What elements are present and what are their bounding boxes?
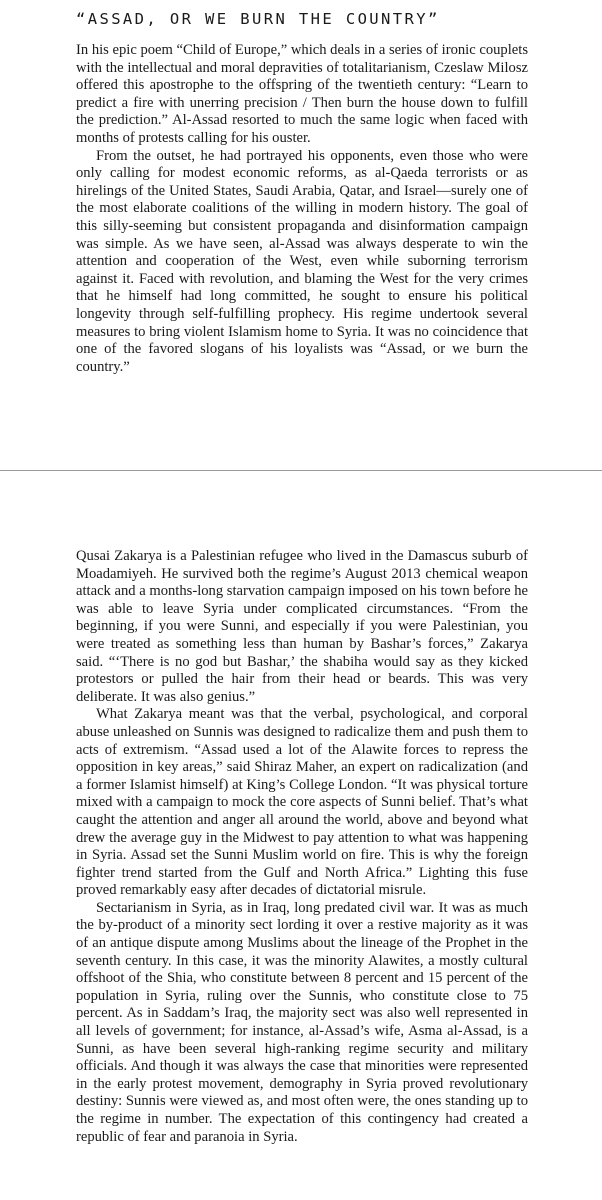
paragraph: In his epic poem “Child of Europe,” which deals in a series of ironic couplets with the intellectual and moral depravities of totalitarianism, Czeslaw Milosz offered this apostrophe to the offspring of the twentieth century: “Learn to predict a fire with unerring precision / Then burn the house down to fulfill the prediction.” Al-Assad resorted to much the same logic when faced with months of protests calling for his ouster.	[76, 42, 528, 146]
top-page	[0, 0, 602, 470]
section-heading: “ASSAD, OR WE BURN THE COUNTRY”	[76, 10, 440, 28]
paragraph: Qusai Zakarya is a Palestinian refugee who lived in the Damascus suburb of Moadamiyeh. He survived both the regime’s August 2013 chemical weapon attack and a months-long starvation campaign imposed on his town before he was able to leave Syria under complicated circumstances. “From the beginning, if you were Sunni, and especially if you were Palestinian, you were treated as something less than human by Bashar’s forces,” Zakarya said. “‘There is no god but Bashar,’ the shabiha would say as they kicked protestors or pulled the hair from their head or beards. This was very deliberate. It was also genius.”	[76, 548, 528, 705]
bottom-text-block	[76, 548, 528, 1146]
top-text-block	[76, 42, 528, 376]
bottom-page	[0, 472, 602, 1200]
paragraph: From the outset, he had portrayed his opponents, even those who were only calling for modest economic reforms, as al-Qaeda terrorists or as hirelings of the United States, Saudi Arabia, Qatar, and Israel—surely one of the most elaborate coalitions of the willing in modern history. The goal of this silly-seeming but consistent propaganda and disinformation campaign was simple. As we have seen, al-Assad was always desperate to win the attention and cooperation of the West, even while suborning terrorism against it. Faced with revolution, and blaming the West for the very crimes that he himself had long committed, he sought to ensure his political longevity through self-fulfilling prophecy. His regime undertook several measures to bring violent Islamism home to Syria. It was no coincidence that one of the favored slogans of his loyalists was “Assad, or we burn the country.”	[76, 147, 528, 375]
page-divider	[0, 470, 602, 471]
paragraph: What Zakarya meant was that the verbal, psychological, and corporal abuse unleashed on Sunnis was designed to radicalize them and push them to acts of extremism. “Assad used a lot of the Alawite forces to repress the opposition in key areas,” said Shiraz Maher, an expert on radicalization (and a former Islamist himself) at King’s College London. “It was physical torture mixed with a campaign to mock the core aspects of Sunni belief. That’s what caught the attention and anger all around the world, above and beyond what drew the average guy in the Midwest to pay attention to what was happening in Syria. Assad set the Sunni Muslim world on fire. This is why the foreign fighter trend started from the Gulf and North Africa.” Lighting this fuse proved remarkably easy after decades of dictatorial misrule.	[76, 706, 528, 899]
paragraph: Sectarianism in Syria, as in Iraq, long predated civil war. It was as much the by-product of a minority sect lording it over a restive majority as it was of an antique dispute among Muslims about the lineage of the Prophet in the seventh century. In this case, it was the minority Alawites, a mostly cultural offshoot of the Shia, who constitute between 8 percent and 15 percent of the population in Syria, ruling over the Sunnis, who constitute close to 75 percent. As in Saddam’s Iraq, the majority sect was also well represented in all levels of government; for instance, al-Assad’s wife, Asma al-Assad, is a Sunni, as have been several high-ranking regime security and military officials. And though it was always the case that minorities were represented in the early protest movement, demography in Syria proved revolutionary destiny: Sunnis were viewed as, and most often were, the ones standing up to the regime in number. The expectation of this contingency had created a republic of fear and paranoia in Syria.	[76, 899, 528, 1145]
